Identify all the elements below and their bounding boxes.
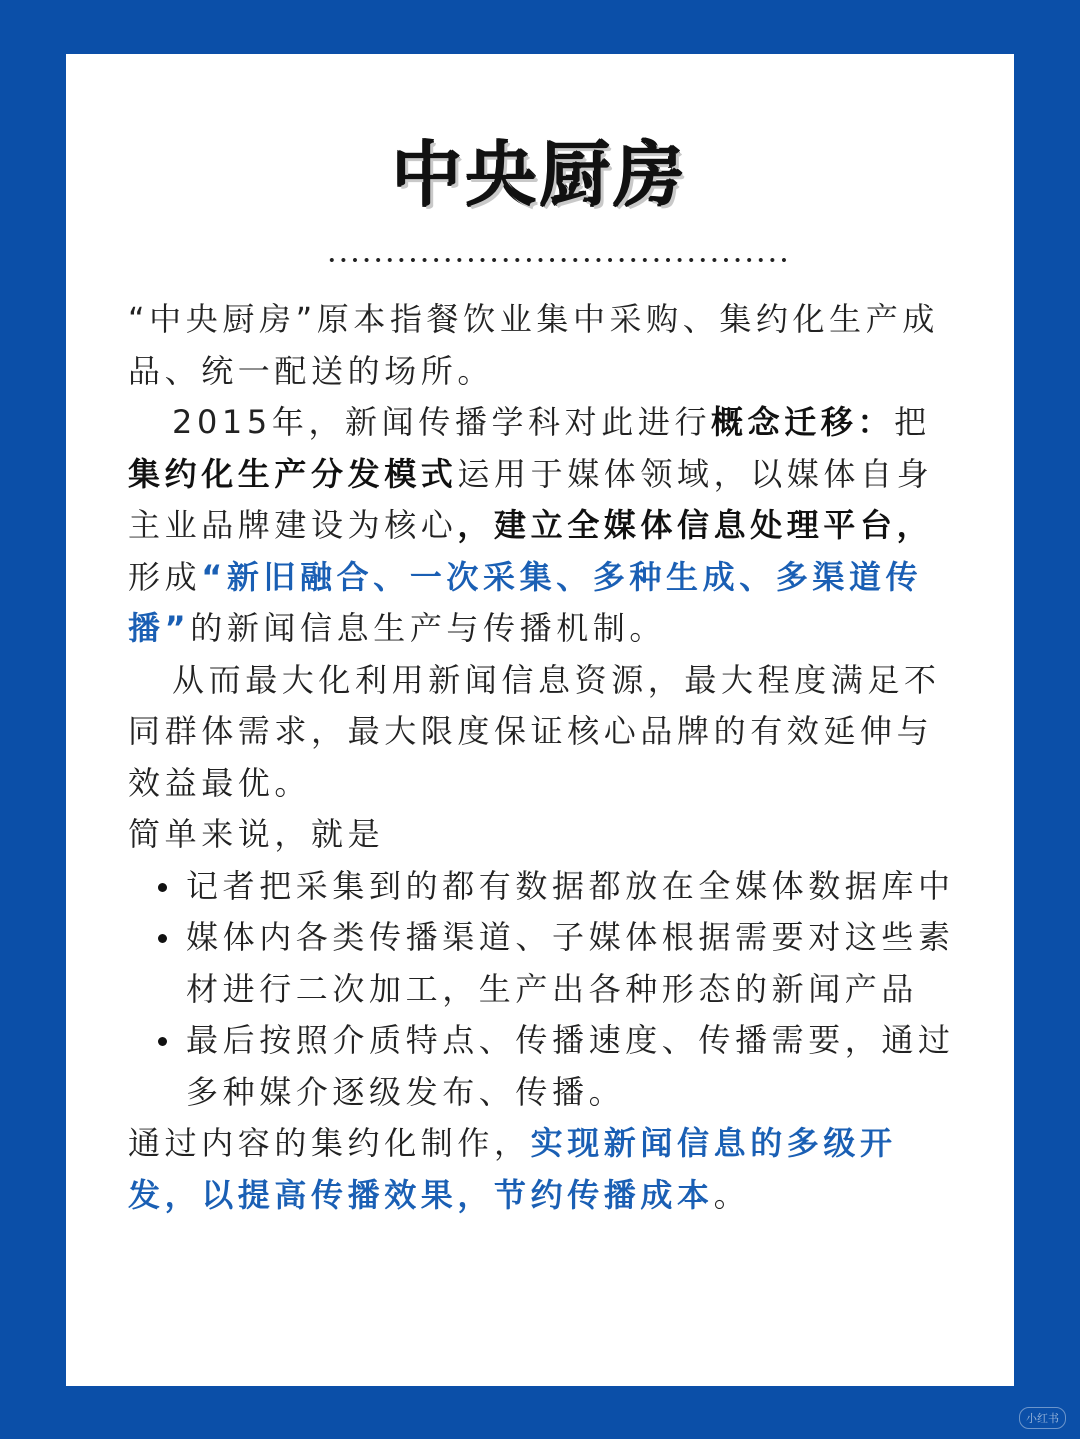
paragraph-conclusion [128, 1118, 958, 1221]
paragraph-benefits [128, 655, 958, 810]
paragraph-summary-lead [128, 809, 958, 861]
list-item: 媒体内各类传播渠道、子媒体根据需要对这些素材进行二次加工，生产出各种形态的新闻产品 [128, 912, 958, 1015]
benefits-text: 从而最大化利用新闻信息资源，最大程度满足不同群体需求，最大限度保证核心品牌的有效延伸与效益最优。 [128, 660, 941, 802]
concept-text-5: 的新闻信息生产与传播机制。 [190, 609, 667, 647]
article-body [128, 294, 958, 1221]
content-card [66, 54, 1014, 1386]
concept-text-2: 把 [894, 403, 931, 441]
concept-text-4: 形成 [128, 557, 202, 596]
watermark-logo: 小红书 [1019, 1407, 1066, 1429]
intro-text: “中央厨房”原本指餐饮业集中采购、集约化生产成品、统一配送的场所。 [128, 300, 939, 390]
concept-text-3: 运用于媒体领域，以媒体自身主业品牌建设为核心 [128, 454, 934, 544]
concept-bold-1: 概念迁移： [711, 403, 895, 441]
conclusion-highlight: 实现新闻信息的多级开发，以提高传播效果，节约传播成本 [128, 1124, 897, 1214]
page-title: 中央厨房 [392, 134, 688, 216]
list-item: 记者把采集到的都有数据都放在全媒体数据库中 [128, 861, 958, 913]
paragraph-intro [128, 294, 958, 397]
conclusion-text-1: 通过内容的集约化制作， [128, 1124, 531, 1162]
concept-bold-2: 集约化生产分发模式 [128, 454, 458, 493]
concept-bold-3: ，建立全媒体信息处理平台， [457, 506, 934, 544]
concept-text-1: 2015年，新闻传播学科对此进行 [172, 403, 712, 441]
paragraph-concept [128, 397, 958, 655]
summary-lead-text: 简单来说，就是 [128, 815, 385, 853]
concept-highlight: “新旧融合、一次采集、多种生成、多渠道传播” [128, 557, 923, 647]
dotted-divider [326, 257, 792, 263]
list-item: 最后按照介质特点、传播速度、传播需要，通过多种媒介逐级发布、传播。 [128, 1015, 958, 1118]
summary-list [128, 861, 958, 1119]
conclusion-text-2: 。 [713, 1175, 751, 1214]
